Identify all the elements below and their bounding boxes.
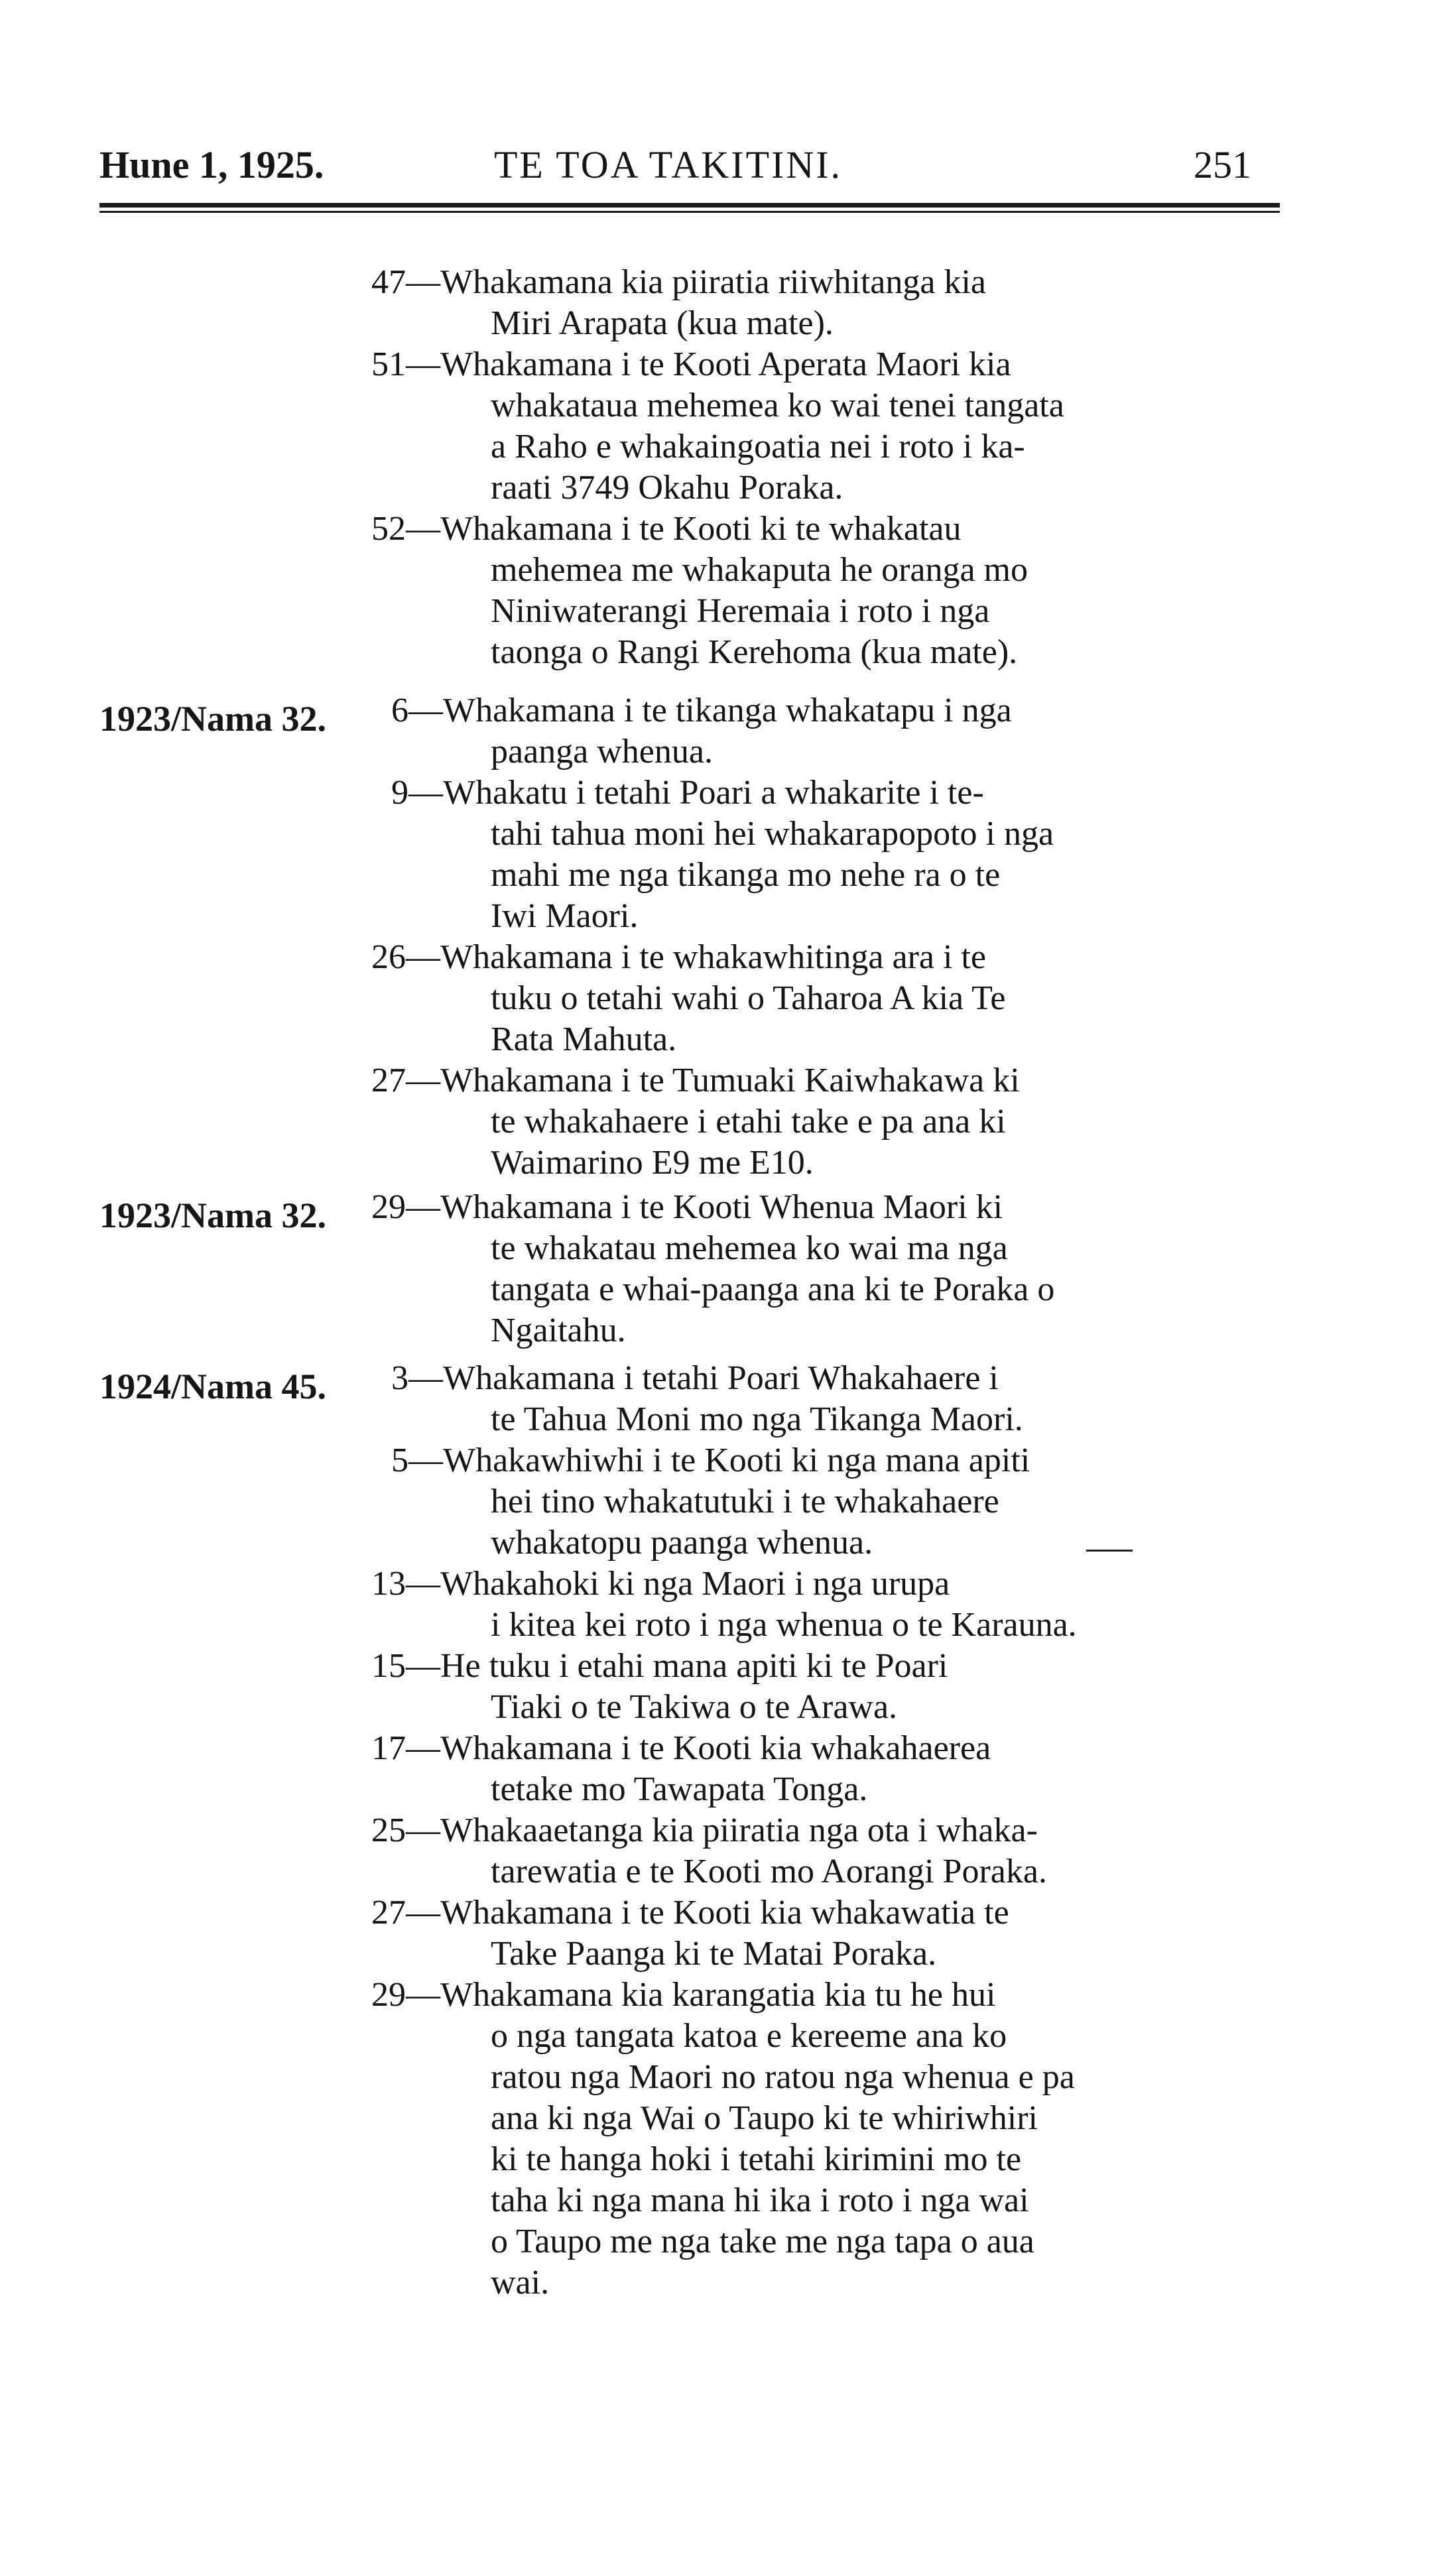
entry-line: o nga tangata katoa e kereeme ana ko [491,2017,1007,2055]
entry-line: 26—Whakamana i te whakawhitinga ara i te [371,938,986,976]
entry-line: paanga whenua. [491,733,713,770]
entry-line: te whakatau mehemea ko wai ma nga [491,1229,1008,1267]
entry-line: 51—Whakamana i te Kooti Aperata Maori kia [371,345,1011,383]
header-rule [99,203,1280,208]
entry-line: i kitea kei roto i nga whenua o te Karauna. [491,1606,1077,1644]
entry-line: 52—Whakamana i te Kooti ki te whakatau [371,510,962,548]
entry-line: hei tino whakatutuki i te whakahaere [491,1483,999,1520]
entry-line: Rata Mahuta. [491,1020,677,1058]
entry-line: 47—Whakamana kia piiratia riiwhitanga kia [371,263,986,301]
entry-line: 27—Whakamana i te Tumuaki Kaiwhakawa ki [371,1062,1020,1099]
entry-line: taonga o Rangi Kerehoma (kua mate). [491,633,1018,671]
entry-line: o Taupo me nga take me nga tapa o aua [491,2223,1034,2260]
entry-line: Waimarino E9 me E10. [491,1144,814,1182]
entry-line: tarewatia e te Kooti mo Aorangi Poraka. [491,1853,1047,1890]
entry-line: Niniwaterangi Heremaia i roto i nga [491,592,990,630]
entry-line: 29—Whakamana kia karangatia kia tu he hui [371,1976,996,2014]
entry-line: ratou nga Maori no ratou nga whenua e pa [491,2058,1075,2096]
entry-line: 27—Whakamana i te Kooti kia whakawatia te [371,1894,1009,1932]
entry-line: te whakahaere i etahi take e pa ana ki [491,1103,1006,1140]
entry-line: 9—Whakatu i tetahi Poari a whakarite i te- [391,774,984,812]
entry-line: Ngaitahu. [491,1312,626,1349]
entry-line: 17—Whakamana i te Kooti kia whakahaerea [371,1729,991,1767]
entry-line: Iwi Maori. [491,897,639,935]
side-label: 1923/Nama 32. [99,699,326,739]
entry-line: 15—He tuku i etahi mana apiti ki te Poari [371,1647,948,1685]
entry-line: 29—Whakamana i te Kooti Whenua Maori ki [371,1188,1003,1226]
entry-line: 25—Whakaaetanga kia piiratia nga ota i whaka- [371,1811,1038,1849]
dash-mark [1086,1550,1133,1552]
side-label: 1923/Nama 32. [99,1196,326,1235]
entry-line: Tiaki o te Takiwa o te Arawa. [491,1688,898,1726]
header-title: TE TOA TAKITINI. [494,143,843,186]
entry-line: a Raho e whakaingoatia nei i roto i ka- [491,428,1025,465]
entry-line: tangata e whai-paanga ana ki te Poraka o [491,1270,1055,1308]
entry-line: taha ki nga mana hi ika i roto i nga wai [491,2181,1029,2219]
entry-line: tahi tahua moni hei whakarapopoto i nga [491,815,1054,853]
entry-line: Miri Arapata (kua mate). [491,304,834,342]
entry-line: ana ki nga Wai o Taupo ki te whiriwhiri [491,2099,1038,2137]
entry-line: mahi me nga tikanga mo nehe ra o te [491,856,1001,894]
entry-line: raati 3749 Okahu Poraka. [491,469,843,507]
header-date: Hune 1, 1925. [99,143,324,186]
entry-line: whakatopu paanga whenua. [491,1524,873,1562]
entry-line: 13—Whakahoki ki nga Maori i nga urupa [371,1565,950,1603]
entry-line: 5—Whakawhiwhi i te Kooti ki nga mana apiti [391,1441,1030,1479]
entry-line: wai. [491,2264,550,2301]
entry-line: te Tahua Moni mo nga Tikanga Maori. [491,1400,1023,1438]
entry-line: tetake mo Tawapata Tonga. [491,1770,868,1808]
header-rule-thin [99,211,1280,213]
entry-line: Take Paanga ki te Matai Poraka. [491,1935,937,1973]
entry-line: ki te hanga hoki i tetahi kirimini mo te [491,2140,1022,2178]
entry-line: 3—Whakamana i tetahi Poari Whakahaere i [391,1359,999,1397]
entry-line: mehemea me whakaputa he oranga mo [491,551,1028,589]
entry-line: tuku o tetahi wahi o Taharoa A kia Te [491,979,1006,1017]
side-label: 1924/Nama 45. [99,1367,326,1406]
page-number: 251 [1194,143,1251,186]
entry-line: 6—Whakamana i te tikanga whakatapu i nga [391,692,1012,729]
entry-line: whakataua mehemea ko wai tenei tangata [491,387,1064,424]
